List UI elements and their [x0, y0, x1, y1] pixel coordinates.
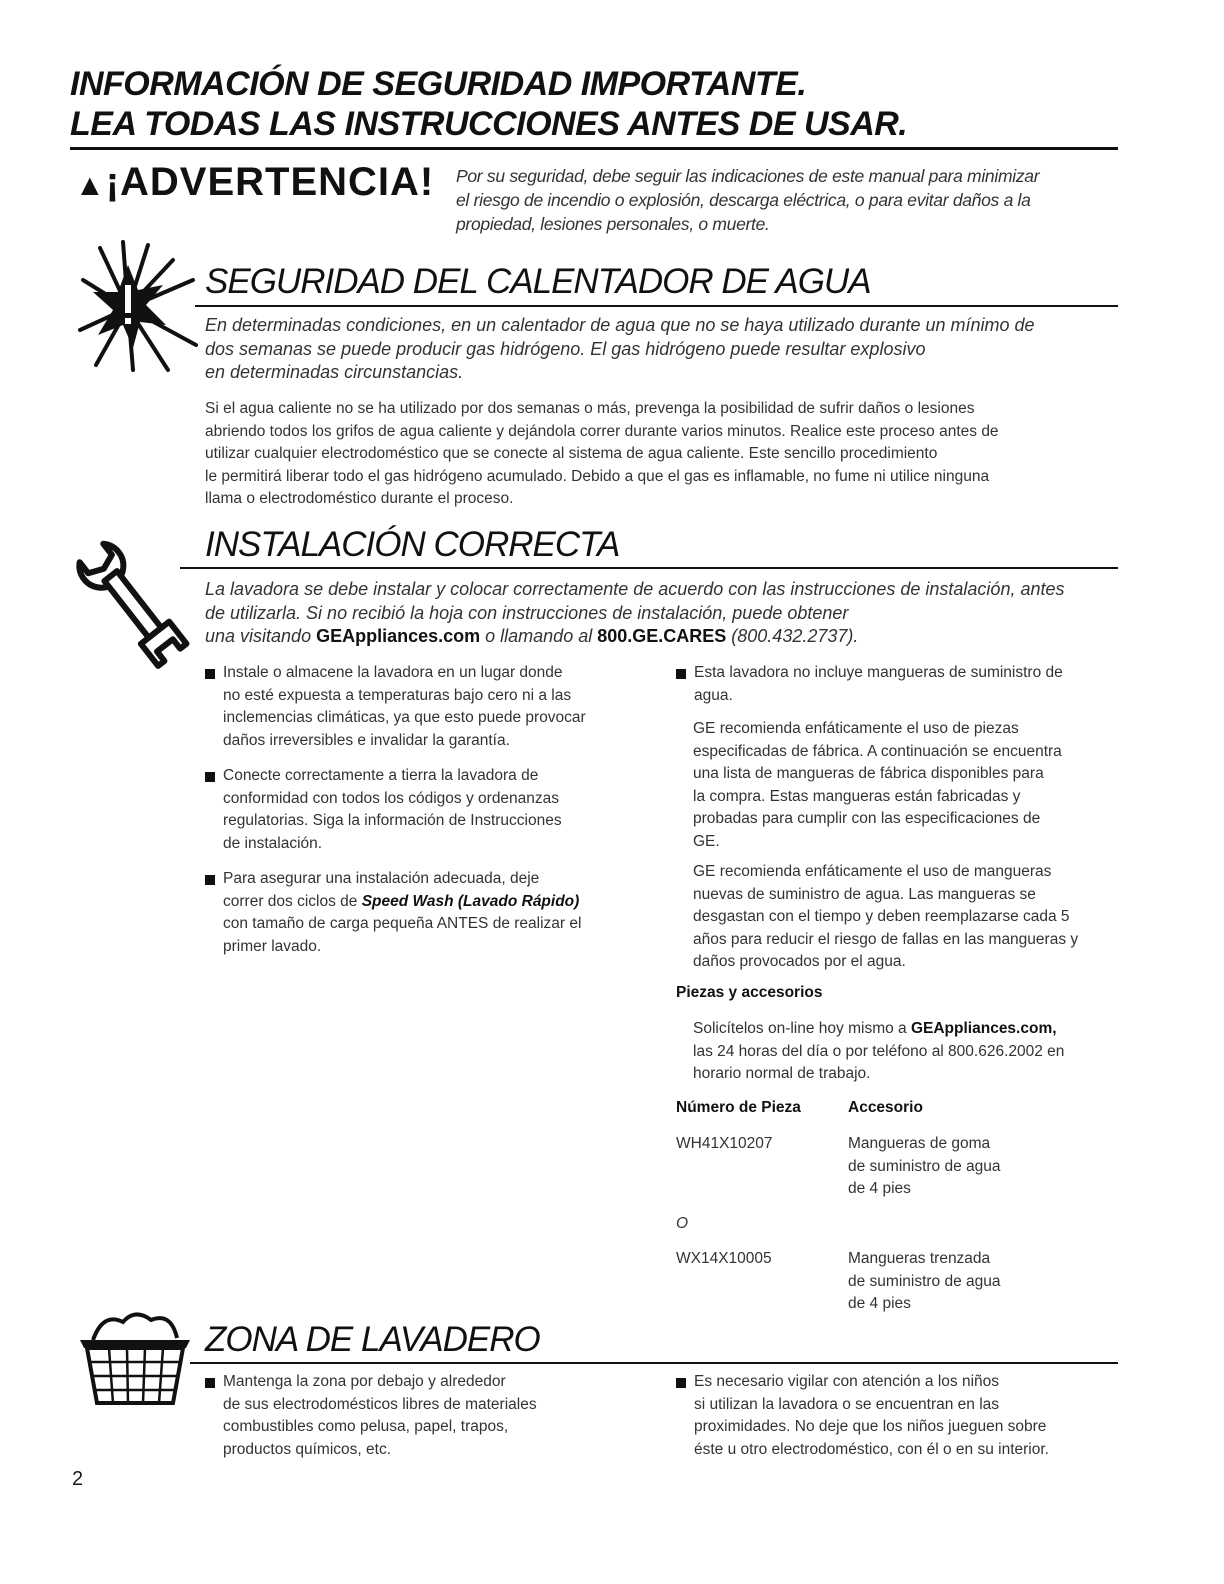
- lead-text: o llamando al: [480, 626, 598, 646]
- list-item-text: Mantenga la zona por debajo y alrededor de sus electrodomésticos libres de materiales combustibles como pelusa, papel, trapos, productos químicos, etc.: [223, 1373, 537, 1458]
- list-item: [205, 765, 562, 855]
- section-divider: [180, 567, 1118, 569]
- page-title-line1: INFORMACIÓN DE SEGURIDAD IMPORTANTE.: [70, 65, 807, 103]
- column-header-part: Número de Pieza: [676, 1099, 801, 1116]
- parts-heading: Piezas y accesorios: [676, 984, 823, 1001]
- text: Solicítelos on-line hoy mismo a: [693, 1020, 911, 1037]
- bullet-icon: [205, 875, 215, 885]
- text: con tamaño de carga pequeña ANTES de realizar el primer lavado.: [223, 915, 582, 955]
- page-title-line2: LEA TODAS LAS INSTRUCCIONES ANTES DE USAR.: [70, 105, 908, 143]
- warning-label: [75, 160, 434, 205]
- water-heater-heading: SEGURIDAD DEL CALENTADOR DE AGUA: [205, 262, 871, 301]
- list-item-text: Instale o almacene la lavadora en un lugar donde no esté expuesta a temperaturas bajo cero ni a las inclemencias climáticas, ya que esto puede provocar daños irreversibles e invalidar la garantía.: [223, 664, 586, 749]
- list-item-text: Es necesario vigilar con atención a los niños si utilizan la lavadora o se encuentran en las proximidades. No deje que los niños jueguen sobre éste u otro electrodoméstico, con él o en su interior.: [694, 1373, 1049, 1458]
- hose-recommendation: GE recomienda enfáticamente el uso de mangueras nuevas de suministro de agua. Las mangueras se desgastan con el tiempo y deben reemplazarse cada 5 años para reducir el riesgo de fallas en las mangueras y daños provocados por el agua.: [693, 863, 1079, 971]
- text: las 24 horas del día o por teléfono al 800.626.2002 en horario normal de trabajo.: [693, 1042, 1065, 1083]
- section-divider: [190, 1362, 1118, 1364]
- parts-text: [693, 1018, 1064, 1086]
- part-description: Mangueras de goma de suministro de agua de 4 pies: [848, 1135, 1001, 1198]
- list-item-text: Esta lavadora no incluye mangueras de suministro de agua.: [694, 664, 1063, 704]
- explosion-icon: [78, 240, 203, 375]
- part-number: WX14X10005: [676, 1250, 772, 1267]
- page-number: 2: [72, 1468, 84, 1490]
- warning-label-text: ¡ADVERTENCIA!: [105, 160, 435, 204]
- list-item-text: Conecte correctamente a tierra la lavadora de conformidad con todos los códigos y ordenanzas regulatorias. Siga la información de Instrucciones de instalación.: [223, 767, 562, 852]
- water-heater-body: Si el agua caliente no se ha utilizado por dos semanas o más, prevenga la posibilidad de sufrir daños o lesiones abriendo todos los grifos de agua caliente y dejándola correr durante varios minutos. Realice este proceso antes de utilizar cualquier electrodoméstico que se conecte al sistema de agua caliente. Este sencillo procedimiento le permitirá liberar todo el gas hidrógeno acumulado. Debido a que el gas es inflamable, no fume ni utilice ninguna llama o electrodoméstico durante el proceso.: [205, 400, 999, 508]
- water-heater-lead: En determinadas condiciones, en un calentador de agua que no se haya utilizado durante un mínimo de dos semanas se puede producir gas hidrógeno. El gas hidrógeno puede resultar explosivo en determinadas circunstancias.: [205, 315, 1035, 382]
- text: Para asegurar una instalación adecuada, deje correr dos ciclos de: [223, 870, 540, 910]
- list-item-text: [223, 868, 581, 958]
- title-divider: [70, 147, 1118, 150]
- list-item: [205, 1371, 537, 1461]
- or-label: O: [676, 1215, 689, 1232]
- part-description: Mangueras trenzada de suministro de agua de 4 pies: [848, 1250, 1001, 1313]
- part-number: WH41X10207: [676, 1135, 773, 1152]
- cycle-name: Speed Wash (Lavado Rápido): [361, 892, 580, 910]
- list-item: [205, 662, 586, 752]
- laundry-heading: ZONA DE LAVADERO: [205, 1320, 540, 1359]
- bullet-icon: [205, 772, 215, 782]
- lead-text: (800.432.2737).: [726, 626, 859, 646]
- wrench-icon: [72, 530, 192, 670]
- website-link[interactable]: GEAppliances.com,: [910, 1020, 1057, 1037]
- bullet-icon: [205, 669, 215, 679]
- installation-lead: [205, 578, 1065, 649]
- section-divider: [195, 305, 1118, 307]
- bullet-icon: [205, 1378, 215, 1388]
- list-item: [676, 1371, 1049, 1461]
- website-link[interactable]: GEAppliances.com: [316, 626, 481, 646]
- phone-number: 800.GE.CARES: [597, 626, 727, 646]
- list-item: [205, 868, 581, 958]
- bullet-icon: [676, 1378, 686, 1388]
- list-item: [676, 662, 1063, 707]
- lead-text: La lavadora se debe instalar y colocar correctamente de acuerdo con las instrucciones de instalación, antes de utilizarla. Si no recibió la hoja con instrucciones de instalación, puede obtener una visitando: [205, 579, 1065, 646]
- warning-triangle-icon: ▲: [75, 169, 106, 202]
- laundry-basket-icon: [75, 1310, 195, 1410]
- warning-text: Por su seguridad, debe seguir las indicaciones de este manual para minimizar el riesgo de incendio o explosión, descarga eléctrica, o para evitar daños a la propiedad, lesiones personales, o muerte.: [456, 166, 1040, 234]
- parts-recommendation: GE recomienda enfáticamente el uso de piezas especificadas de fábrica. A continuación se encuentra una lista de mangueras de fábrica disponibles para la compra. Estas mangueras están fabricadas y probadas para cumplir con las especificaciones de GE.: [693, 720, 1062, 850]
- column-header-accessory: Accesorio: [848, 1099, 923, 1116]
- installation-heading: INSTALACIÓN CORRECTA: [205, 525, 620, 564]
- bullet-icon: [676, 669, 686, 679]
